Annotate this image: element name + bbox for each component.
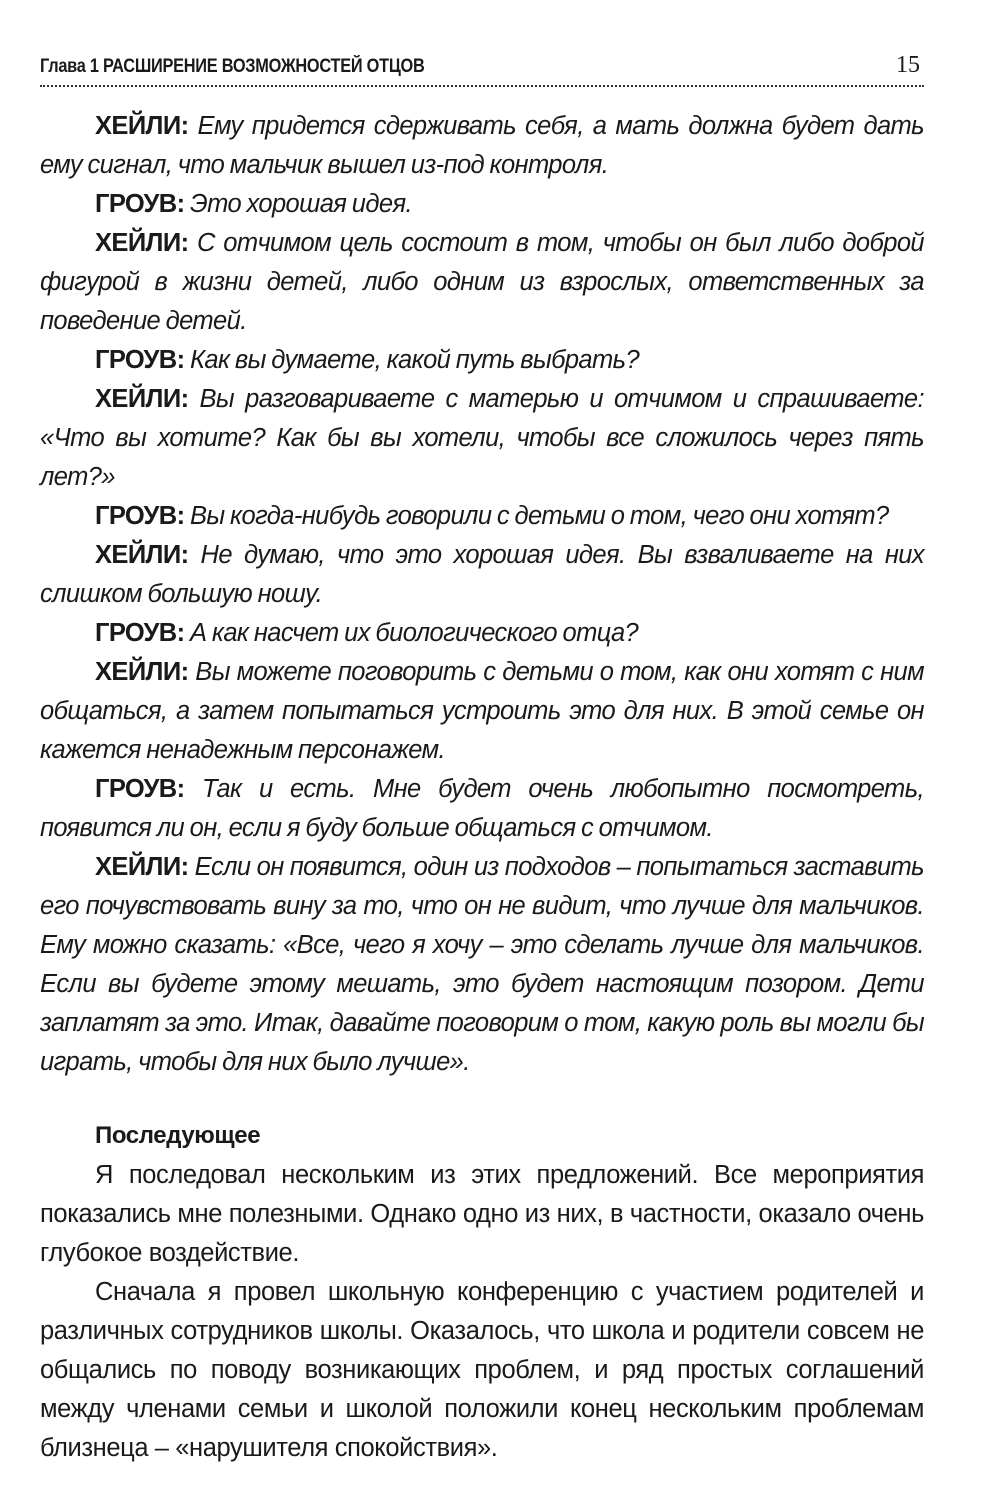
- speech-text: А как насчет их биологического отца?: [190, 619, 639, 647]
- dialogue-block: [40, 107, 924, 1082]
- speech-text: Ему придется сдерживать себя, а мать должна будет дать ему сигнал, что мальчик вышел из-под контроля.: [40, 112, 924, 179]
- speaker-name: ХЕЙЛИ:: [95, 658, 189, 686]
- speaker-name: ГРОУВ:: [95, 775, 185, 803]
- speaker-name: ГРОУВ:: [95, 190, 185, 218]
- dialogue-line: [40, 380, 924, 497]
- speaker-name: ГРОУВ:: [95, 619, 185, 647]
- speech-text: Не думаю, что это хорошая идея. Вы взваливаете на них слишком большую ношу.: [40, 541, 924, 608]
- speech-text: С отчимом цель состоит в том, чтобы он был либо доброй фигурой в жизни детей, либо одним из взрослых, ответственных за поведение детей.: [40, 229, 924, 335]
- speaker-name: ХЕЙЛИ:: [95, 385, 189, 413]
- speech-text: Как вы думаете, какой путь выбрать?: [190, 346, 640, 374]
- speaker-name: ХЕЙЛИ:: [95, 112, 189, 140]
- body-paragraph: Сначала я провел школьную конференцию с участием родителей и различных сотрудников школы. Оказалось, что школа и родители совсем не общались по поводу возникающих проблем, и ряд простых соглашений между членами семьи и школой положили конец нескольким проблемам близнеца – «нарушителя спокойствия».: [40, 1278, 924, 1462]
- speech-text: Вы можете поговорить с детьми о том, как они хотят с ним общаться, а затем попытаться устроить это для них. В этой семье он кажется ненадежным персонажем.: [40, 658, 924, 764]
- speech-text: Вы когда-нибудь говорили с детьми о том, чего они хотят?: [190, 502, 889, 530]
- dialogue-line: [40, 536, 924, 614]
- dialogue-line: [40, 107, 924, 185]
- speaker-name: ХЕЙЛИ:: [95, 541, 189, 569]
- speaker-name: ХЕЙЛИ:: [95, 229, 189, 257]
- dialogue-line: [40, 614, 924, 653]
- body-paragraph: Я последовал нескольким из этих предложений. Все мероприятия показались мне полезными. Однако одно из них, в частности, оказало очень глубокое воздействие.: [40, 1161, 924, 1267]
- speech-text: Вы разговариваете с матерью и отчимом и спрашиваете: «Что вы хотите? Как бы вы хотели, чтобы все сложилось через пять лет?»: [40, 385, 924, 491]
- chapter-number: Глава 1: [40, 56, 99, 77]
- page-number: 15: [896, 52, 920, 78]
- speech-text: Если он появится, один из подходов – попытаться заставить его почувствовать вину за то, что он не видит, что лучше для мальчиков. Ему можно сказать: «Все, чего я хочу – это сделать лучше для мальчиков. Если вы будете этому мешать, это будет настоящим позором. Дети заплатят за это. Итак, давайте поговорим о том, какую роль вы могли бы играть, чтобы для них было лучше».: [40, 853, 924, 1076]
- dialogue-line: [40, 497, 924, 536]
- dialogue-line: [40, 770, 924, 848]
- chapter-header: [40, 56, 425, 78]
- section-heading: Последующее: [95, 1122, 261, 1149]
- dialogue-line: [40, 185, 924, 224]
- dialogue-line: [40, 224, 924, 341]
- speech-text: Так и есть. Мне будет очень любопытно посмотреть, появится ли он, если я буду больше общаться с отчимом.: [40, 775, 924, 842]
- dialogue-line: [40, 341, 924, 380]
- speech-text: Это хорошая идея.: [190, 190, 412, 218]
- book-page: [40, 52, 924, 1468]
- dialogue-line: [40, 653, 924, 770]
- dialogue-line: [40, 848, 924, 1082]
- speaker-name: ГРОУВ:: [95, 346, 185, 374]
- speaker-name: ХЕЙЛИ:: [95, 853, 189, 881]
- running-header: [40, 52, 924, 87]
- chapter-title: РАСШИРЕНИЕ ВОЗМОЖНОСТЕЙ ОТЦОВ: [102, 56, 425, 77]
- speaker-name: ГРОУВ:: [95, 502, 185, 530]
